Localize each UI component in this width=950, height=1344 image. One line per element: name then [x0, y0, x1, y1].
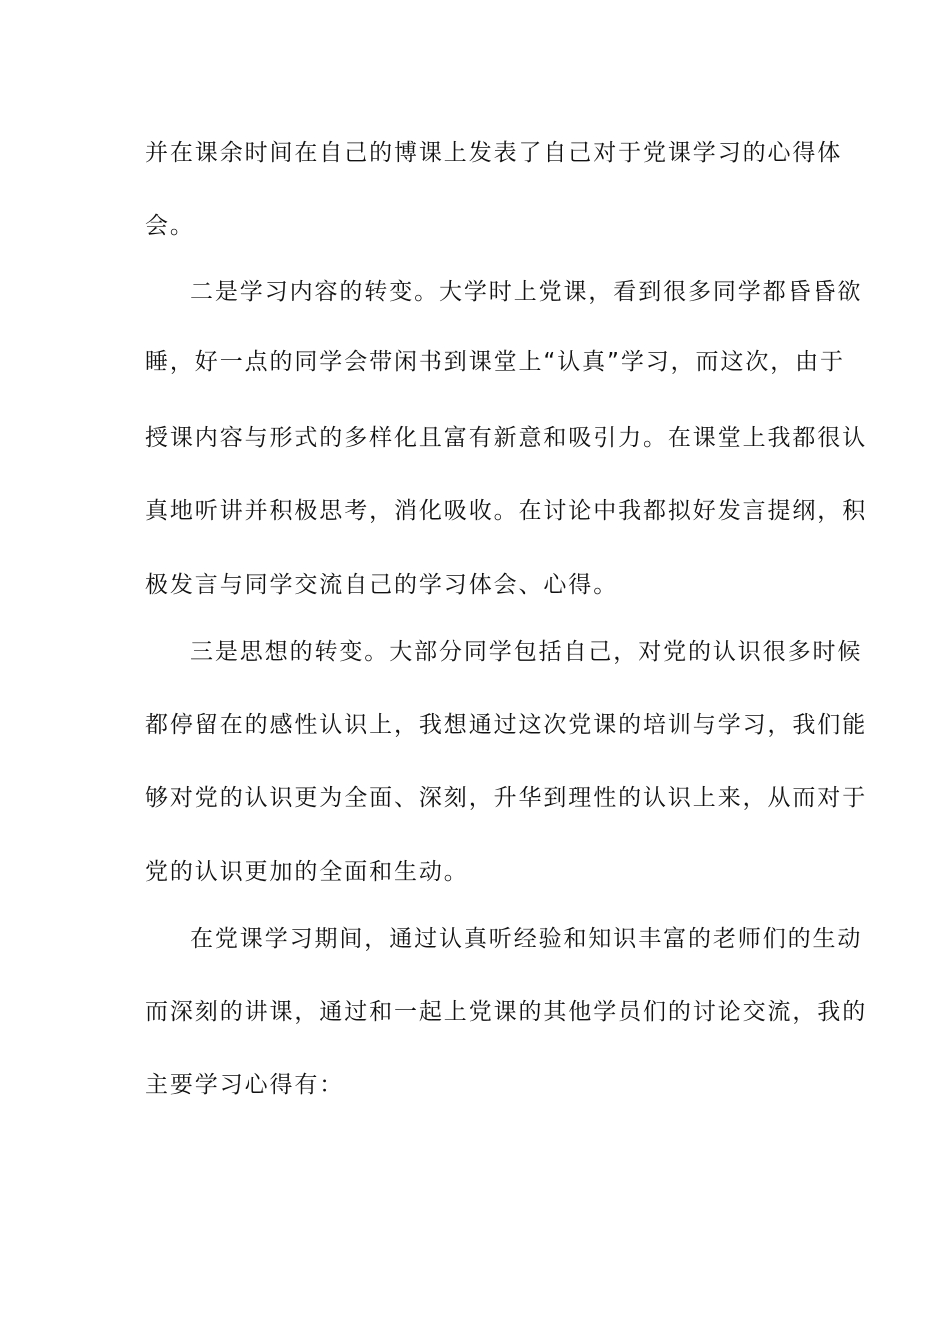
text-line: 极发言与同学交流自己的学习体会、心得。: [145, 572, 619, 598]
text-line: 并在课余时间在自己的博课上发表了自己对于党课学习的心得体: [145, 140, 843, 166]
text-line: 党的认识更加的全面和生动。: [145, 859, 469, 885]
text-line: 主要学习心得有：: [145, 1072, 345, 1098]
paragraph-start-line: 二是学习内容的转变。大学时上党课，看到很多同学都昏昏欲: [190, 279, 863, 305]
paragraph-start-line: 在党课学习期间，通过认真听经验和知识丰富的老师们的生动: [190, 926, 863, 952]
text-line: 睡，好一点的同学会带闲书到课堂上“认真”学习，而这次，由于: [145, 349, 845, 375]
text-line: 够对党的认识更为全面、深刻，升华到理性的认识上来，从而对于: [145, 785, 868, 811]
text-line: 真地听讲并积极思考，消化吸收。在讨论中我都拟好发言提纲，积: [145, 498, 868, 524]
text-line: 会。: [145, 213, 195, 239]
text-line: 授课内容与形式的多样化且富有新意和吸引力。在课堂上我都很认: [145, 425, 868, 451]
text-line: 而深刻的讲课，通过和一起上党课的其他学员们的讨论交流，我的: [145, 999, 868, 1025]
paragraph-start-line: 三是思想的转变。大部分同学包括自己，对党的认识很多时候: [190, 639, 863, 665]
text-line: 都停留在的感性认识上，我想通过这次党课的培训与学习，我们能: [145, 712, 868, 738]
